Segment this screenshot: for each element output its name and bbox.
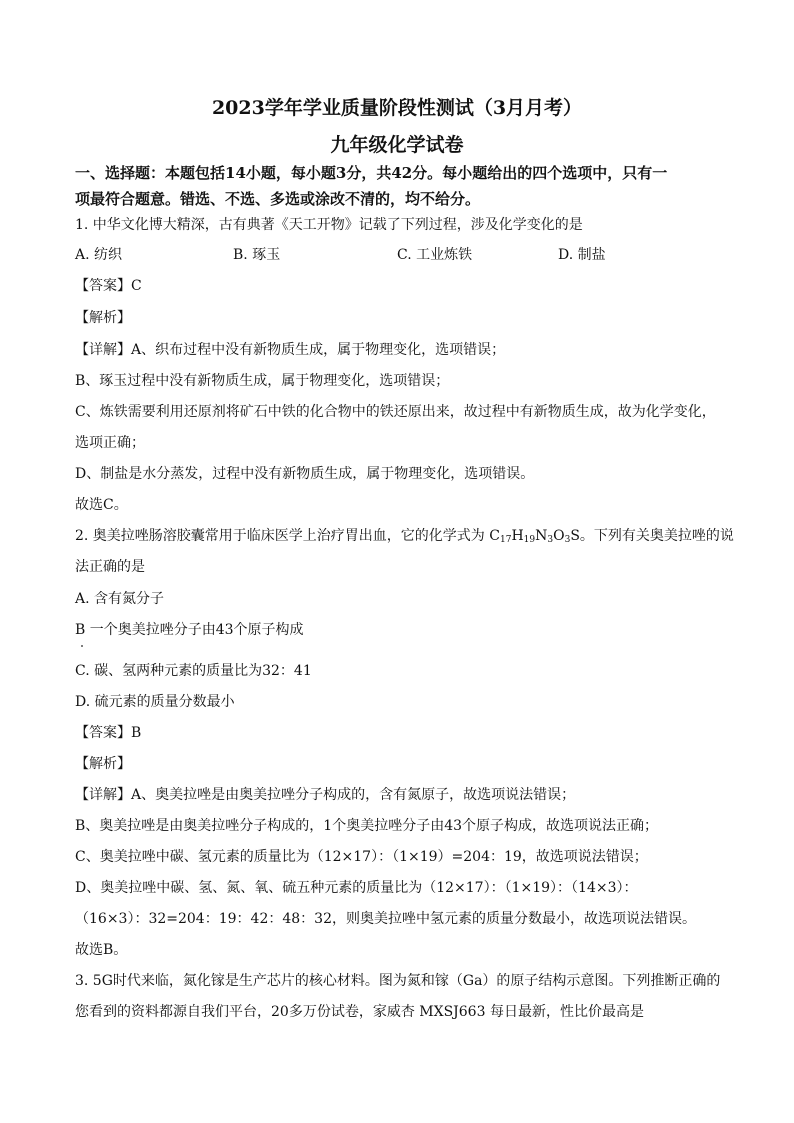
q2-option-d: D. 硫元素的质量分数最小: [75, 694, 235, 710]
q1-detail-line: D、制盐是水分蒸发，过程中没有新物质生成，属于物理变化，选项错误。: [75, 466, 535, 482]
q3-stem: 3. 5G时代来临，氮化镓是生产芯片的核心材料。图为氮和镓（Ga）的原子结构示意图。下列推断正确的: [75, 973, 721, 989]
q2-detail-line: C、奥美拉唑中碳、氢元素的质量比为（12×17）：（1×19）=204：19，故选项说法错误；: [75, 849, 648, 865]
q2-stem-suffix: 。下列有关奥美拉唑的说: [579, 528, 734, 544]
q2-stem-prefix: 2. 奥美拉唑肠溶胶囊常用于临床医学上治疗胃出血，它的化学式为: [75, 528, 490, 544]
q2-detail-line: 【详解】A、奥美拉唑是由奥美拉唑分子构成的，含有氮原子，故选项说法错误；: [75, 787, 576, 803]
q2-detail-line: B、奥美拉唑是由奥美拉唑分子构成的，1个奥美拉唑分子由43个原子构成，故选项说法正确；: [75, 818, 659, 834]
q1-detail-line: B、琢玉过程中没有新物质生成，属于物理变化，选项错误；: [75, 373, 450, 389]
page-title: 2023学年学业质量阶段性测试（3月月考）: [211, 97, 583, 119]
q1-option-c: C. 工业炼铁: [397, 247, 473, 263]
q1-detail-line: 选项正确；: [75, 435, 145, 451]
q1-answer: 【答案】C: [75, 278, 142, 294]
section-heading-line1: 一、选择题：本题包括14小题，每小题3分，共42分。每小题给出的四个选项中，只有一: [75, 164, 668, 182]
page-subtitle: 九年级化学试卷: [330, 134, 464, 156]
q1-option-b: B. 琢玉: [233, 247, 281, 263]
q1-stem: 1. 中华文化博大精深，古有典著《天工开物》记载了下列过程，涉及化学变化的是: [75, 217, 583, 233]
q1-analysis: 【解析】: [75, 310, 131, 326]
stray-dot: [81, 645, 83, 647]
q1-option-a: A. 纺织: [75, 247, 123, 263]
q2-option-a: A. 含有氮分子: [75, 591, 165, 607]
footer-note: 您看到的资料都源自我们平台，20多万份试卷，家威杏 MXSJ663 每日最新，性比价最高是: [75, 1004, 644, 1020]
q2-stem-line2: 法正确的是: [75, 559, 145, 575]
q2-analysis: 【解析】: [75, 756, 131, 772]
q2-option-b: B 一个奥美拉唑分子由43个原子构成: [75, 622, 304, 638]
q1-detail-line: C、炼铁需要利用还原剂将矿石中铁的化合物中的铁还原出来，故过程中有新物质生成，故为化学变化，: [75, 404, 716, 420]
q2-option-c: C. 碳、氢两种元素的质量比为32：41: [75, 663, 312, 679]
q1-option-d: D. 制盐: [558, 247, 606, 263]
q2-detail-line: （16×3）：32=204：19：42：48：32，则奥美拉唑中氢元素的质量分数最小，故选项说法错误。: [75, 911, 696, 927]
q2-answer: 【答案】B: [75, 725, 142, 741]
q1-detail-line: 【详解】A、织布过程中没有新物质生成，属于物理变化，选项错误；: [75, 342, 506, 358]
section-heading-line2: 项最符合题意。错选、不选、多选或涂改不清的，均不给分。: [75, 190, 481, 208]
q2-stem: [75, 527, 734, 545]
chemical-formula: $C_{17}H_{19}N_3O_3S$: [489, 528, 580, 545]
q2-detail-line: 故选B。: [75, 942, 128, 958]
q1-detail-line: 故选C。: [75, 497, 128, 513]
q2-detail-line: D、奥美拉唑中碳、氢、氮、氧、硫五种元素的质量比为（12×17）：（1×19）：（14×3）：: [75, 880, 638, 896]
